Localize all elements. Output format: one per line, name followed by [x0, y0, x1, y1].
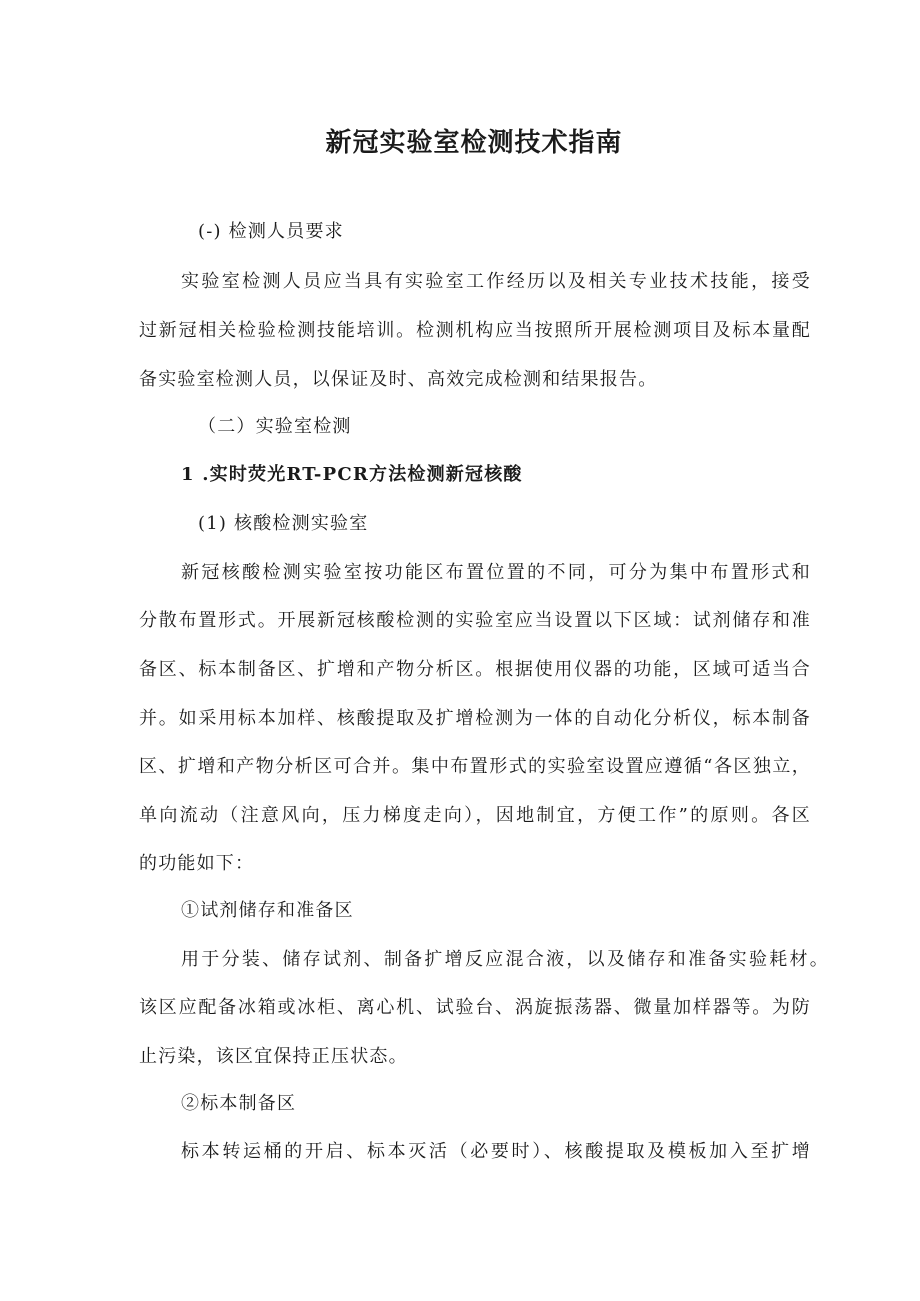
paragraph-line: 新冠核酸检测实验室按功能区布置位置的不同，可分为集中布置形式和 [181, 562, 811, 583]
section-heading-lab-testing: （二）实验室检测 [198, 416, 352, 437]
paragraph-line: 并。如采用标本加样、核酸提取及扩增检测为一体的自动化分析仪，标本制备 [139, 708, 811, 729]
paragraph-line: 备区、标本制备区、扩增和产物分析区。根据使用仪器的功能，区域可适当合 [139, 659, 811, 680]
page-title: 新冠实验室检测技术指南 [325, 128, 623, 158]
zone-heading-specimen: ②标本制备区 [181, 1093, 297, 1114]
paragraph-line: 该区应配备冰箱或冰柜、离心机、试验台、涡旋振荡器、微量加样器等。为防 [139, 997, 811, 1018]
zone-heading-reagent: ①试剂储存和准备区 [181, 900, 354, 921]
paragraph-line: 过新冠相关检验检测技能培训。检测机构应当按照所开展检测项目及标本量配 [139, 320, 811, 341]
item-heading-rt-pcr: 1 .实时荧光RT-PCR方法检测新冠核酸 [181, 464, 523, 485]
section-heading-personnel: (-) 检测人员要求 [198, 221, 344, 242]
paragraph-line: 备实验室检测人员，以保证及时、高效完成检测和结果报告。 [139, 369, 658, 390]
paragraph-line: 分散布置形式。开展新冠核酸检测的实验室应当设置以下区域：试剂储存和准 [139, 610, 811, 631]
paragraph-line: 区、扩增和产物分析区可合并。集中布置形式的实验室设置应遵循“各区独立， [139, 756, 811, 777]
paragraph-line: 标本转运桶的开启、标本灭活（必要时）、核酸提取及模板加入至扩增 [181, 1141, 811, 1162]
paragraph-line: 用于分装、储存试剂、制备扩增反应混合液，以及储存和准备实验耗材。 [181, 949, 829, 970]
subitem-heading-nucleic-lab: (1) 核酸检测实验室 [198, 513, 369, 534]
paragraph-line: 的功能如下： [139, 853, 255, 874]
paragraph-line: 单向流动（注意风向，压力梯度走向），因地制宜，方便工作”的原则。各区 [139, 805, 811, 826]
paragraph-line: 实验室检测人员应当具有实验室工作经历以及相关专业技术技能，接受 [181, 271, 811, 292]
paragraph-line: 止污染，该区宜保持正压状态。 [139, 1046, 408, 1067]
